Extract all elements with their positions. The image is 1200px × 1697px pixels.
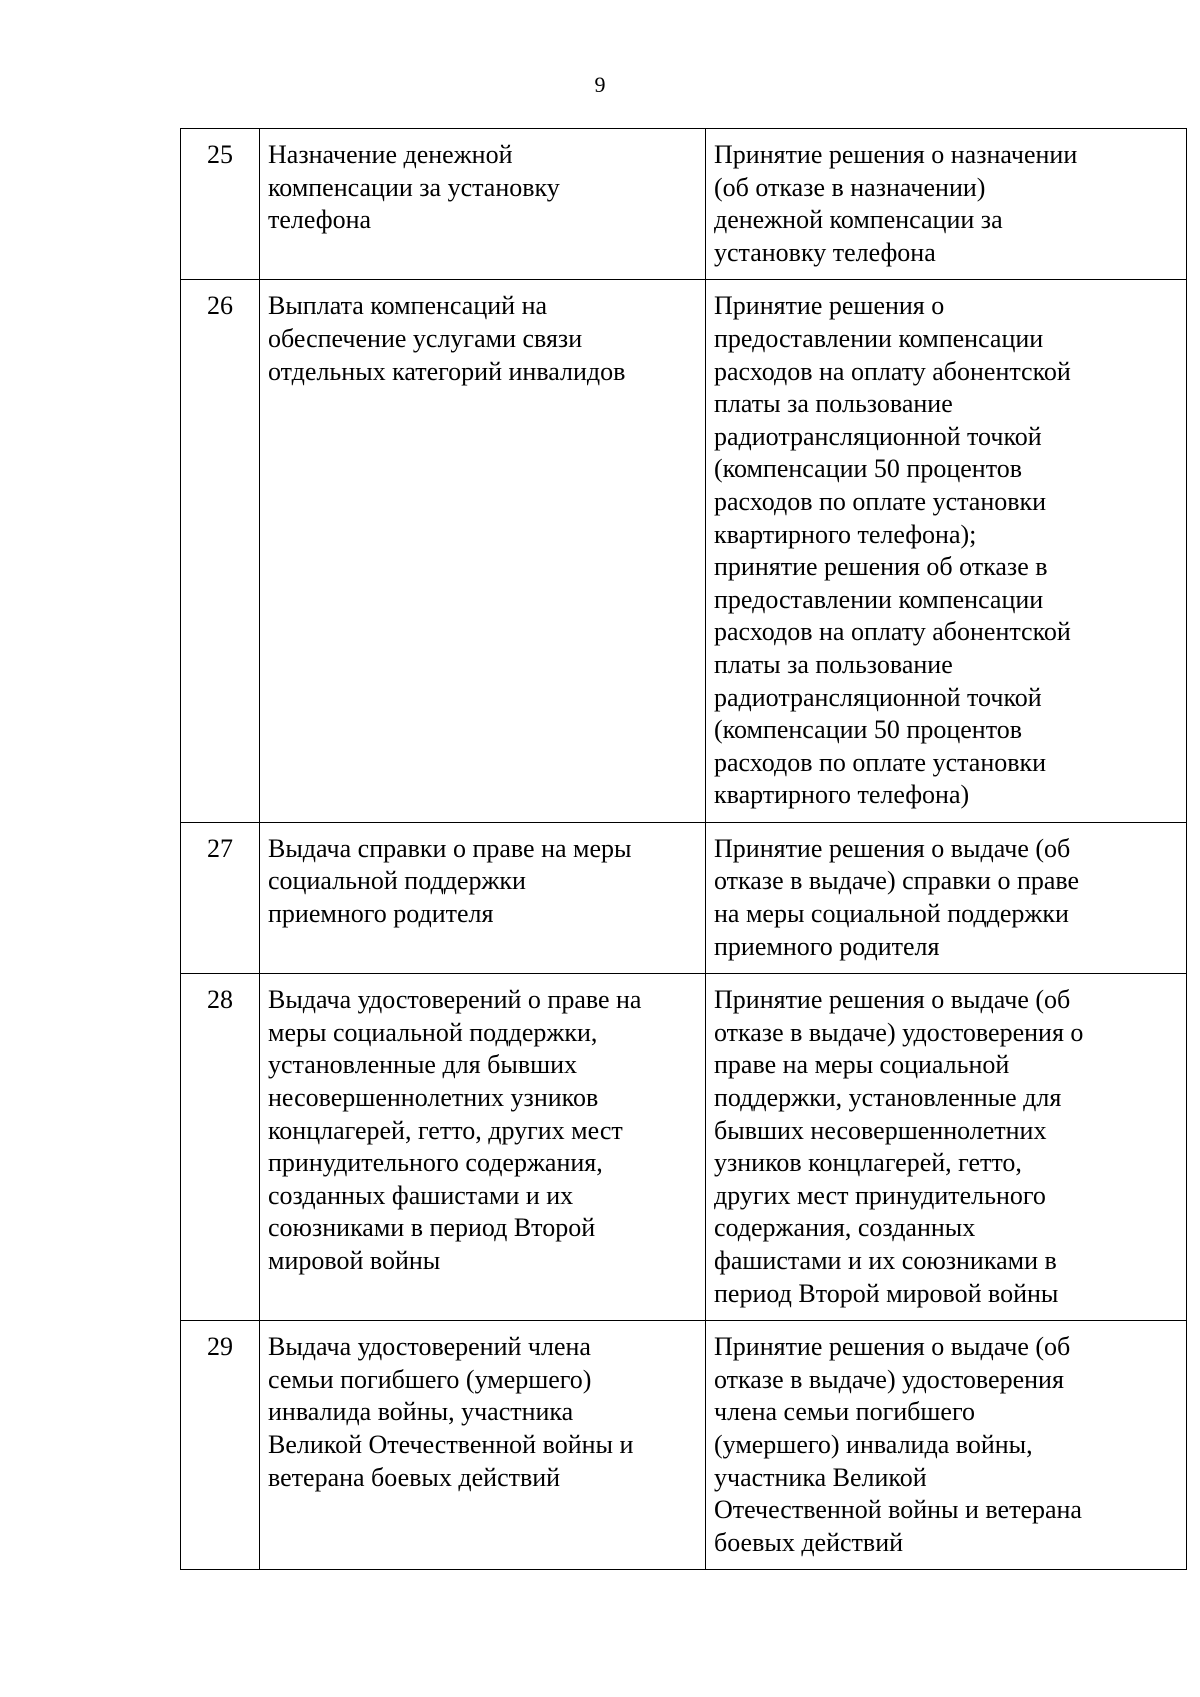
service-name-line: Выдача удостоверений о праве на — [268, 985, 642, 1015]
service-name-line: несовершеннолетних узников — [268, 1083, 599, 1113]
service-name-line: ветерана боевых действий — [268, 1462, 561, 1492]
service-result-line: платы за пользование — [714, 389, 953, 419]
row-number: 29 — [181, 1321, 260, 1570]
table-row — [181, 1321, 1187, 1570]
service-result-line: квартирного телефона); — [714, 519, 977, 549]
service-name-line: Выдача справки о праве на меры — [268, 833, 632, 863]
service-name-line: инвалида войны, участника — [268, 1397, 574, 1427]
service-result-cell — [706, 129, 1187, 280]
service-result-line: платы за пользование — [714, 649, 953, 679]
service-result-line: (компенсации 50 процентов — [714, 454, 1023, 484]
service-name-line: отдельных категорий инвалидов — [268, 356, 626, 386]
service-result-line: отказе в выдаче) удостоверения — [714, 1364, 1064, 1394]
service-name-line: приемного родителя — [268, 899, 494, 929]
services-table — [180, 128, 1187, 1570]
service-result-line: содержания, созданных — [714, 1213, 976, 1243]
service-result-cell — [706, 822, 1187, 973]
service-result-line: приемного родителя — [714, 931, 940, 961]
service-name-line: Выдача удостоверений члена — [268, 1332, 591, 1362]
service-result-line: расходов на оплату абонентской — [714, 617, 1071, 647]
service-name-cell — [260, 1321, 706, 1570]
service-name-line: обеспечение услугами связи — [268, 323, 583, 353]
table-row — [181, 129, 1187, 280]
service-result-line: Принятие решения о назначении — [714, 140, 1078, 169]
service-result-line: Принятие решения о выдаче (об — [714, 833, 1071, 863]
service-result-line: участника Великой — [714, 1462, 927, 1492]
service-result-line: период Второй мировой войны — [714, 1278, 1059, 1308]
row-number: 25 — [181, 129, 260, 280]
row-number: 28 — [181, 974, 260, 1321]
service-name-cell — [260, 822, 706, 973]
service-result-line: расходов по оплате установки — [714, 747, 1047, 777]
service-name-line: принудительного содержания, — [268, 1148, 603, 1178]
service-name-cell — [260, 129, 706, 280]
service-result-line: отказе в выдаче) справки о праве — [714, 866, 1080, 896]
service-result-line: денежной компенсации за — [714, 205, 1003, 235]
service-result-line: Принятие решения о — [714, 291, 945, 321]
service-name-line: Назначение денежной — [268, 140, 513, 169]
service-result-line: фашистами и их союзниками в — [714, 1246, 1057, 1275]
service-result-cell — [706, 974, 1187, 1321]
service-result-line: праве на меры социальной — [714, 1050, 1010, 1080]
service-result-line: расходов по оплате установки — [714, 486, 1047, 516]
service-result-line: отказе в выдаче) удостоверения о — [714, 1017, 1084, 1047]
page-number: 9 — [594, 72, 606, 97]
service-name-line: меры социальной поддержки, — [268, 1017, 598, 1047]
service-name-line: союзниками в период Второй — [268, 1213, 596, 1243]
service-result-line: Отечественной войны и ветерана — [714, 1495, 1082, 1525]
service-result-line: радиотрансляционной точкой — [714, 682, 1042, 712]
service-name-line: компенсации за установку — [268, 172, 560, 202]
service-result-cell — [706, 1321, 1187, 1570]
table-row — [181, 822, 1187, 973]
row-number: 26 — [181, 280, 260, 823]
service-result-line: других мест принудительного — [714, 1180, 1046, 1210]
table-body — [181, 129, 1187, 1570]
row-number: 27 — [181, 822, 260, 973]
service-result-line: узников концлагерей, гетто, — [714, 1148, 1022, 1178]
service-name-cell — [260, 974, 706, 1321]
service-result-line: принятие решения об отказе в — [714, 552, 1048, 582]
service-name-line: семьи погибшего (умершего) — [268, 1364, 592, 1394]
table-row — [181, 280, 1187, 823]
service-name-line: мировой войны — [268, 1246, 441, 1275]
service-result-line: члена семьи погибшего — [714, 1397, 975, 1427]
service-result-line: предоставлении компенсации — [714, 584, 1044, 614]
service-result-line: на меры социальной поддержки — [714, 899, 1069, 929]
service-result-line: установку телефона — [714, 237, 936, 267]
service-result-line: боевых действий — [714, 1527, 904, 1557]
service-result-line: предоставлении компенсации — [714, 323, 1044, 353]
service-result-line: Принятие решения о выдаче (об — [714, 1332, 1071, 1362]
service-name-cell — [260, 280, 706, 823]
service-result-line: бывших несовершеннолетних — [714, 1115, 1047, 1145]
table-row — [181, 974, 1187, 1321]
service-result-line: радиотрансляционной точкой — [714, 421, 1042, 451]
service-result-line: расходов на оплату абонентской — [714, 356, 1071, 386]
service-name-line: созданных фашистами и их — [268, 1180, 574, 1210]
service-result-line: (умершего) инвалида войны, — [714, 1429, 1033, 1459]
service-name-line: установленные для бывших — [268, 1050, 578, 1080]
service-name-line: социальной поддержки — [268, 866, 526, 896]
service-result-line: поддержки, установленные для — [714, 1083, 1062, 1113]
service-result-line: квартирного телефона) — [714, 780, 970, 810]
service-name-line: телефона — [268, 205, 372, 235]
service-result-cell — [706, 280, 1187, 823]
service-result-line: (об отказе в назначении) — [714, 172, 986, 202]
service-name-line: Выплата компенсаций на — [268, 291, 548, 321]
service-name-line: концлагерей, гетто, других мест — [268, 1115, 623, 1145]
service-name-line: Великой Отечественной войны и — [268, 1429, 634, 1459]
service-result-line: Принятие решения о выдаче (об — [714, 985, 1071, 1015]
service-result-line: (компенсации 50 процентов — [714, 715, 1023, 745]
